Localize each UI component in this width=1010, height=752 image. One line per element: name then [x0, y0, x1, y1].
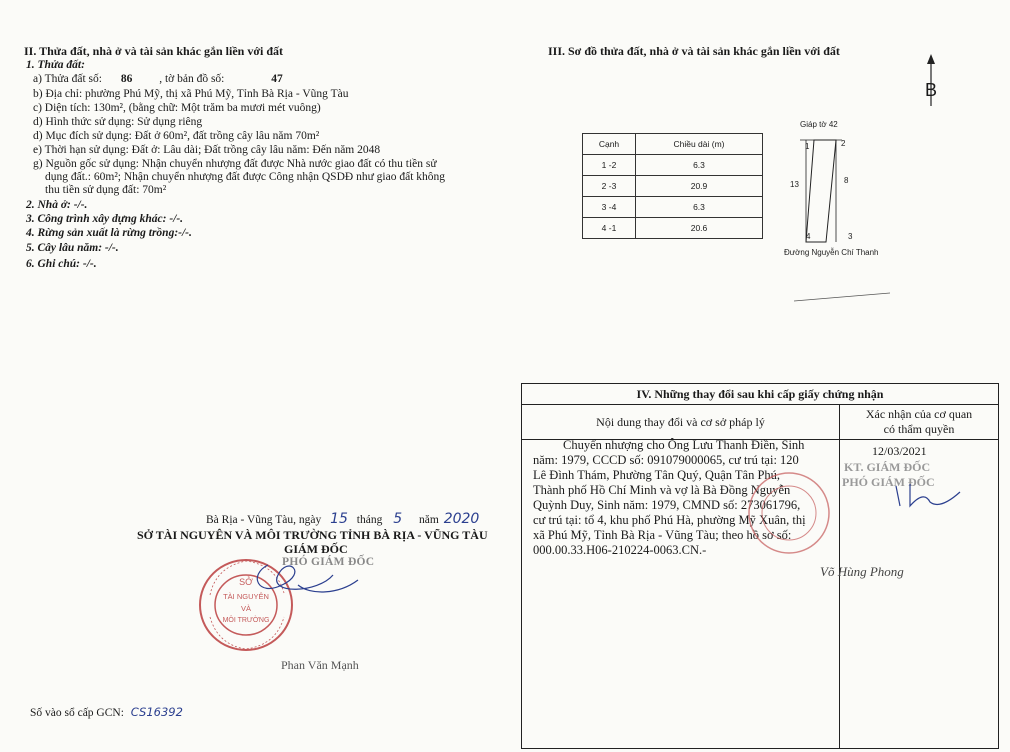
issue-month-label: tháng [356, 514, 383, 526]
edge-cell: 1 -2 [583, 155, 636, 176]
issue-day: 15 [330, 511, 348, 527]
content-line: xã Phú Mỹ, Tỉnh Bà Rịa - Vũng Tàu; theo hồ sơ số: [533, 528, 792, 542]
length-cell: 20.6 [636, 218, 763, 239]
corner-1: 1 [805, 142, 810, 151]
address-row: b) Địa chỉ: phường Phú Mỹ, thị xã Phú Mỹ, Tỉnh Bà Rịa - Vũng Tàu [33, 88, 349, 100]
usage-term-row: e) Thời hạn sử dụng: Đất ở: Lâu dài; Đất trồng cây lâu năm: Đến năm 2048 [33, 144, 381, 156]
origin-row-1: g) Nguồn gốc sử dụng: Nhận chuyển nhượng đất được Nhà nước giao đất có thu tiền sử [33, 158, 437, 170]
registry-label: Số vào sổ cấp GCN: [30, 707, 124, 719]
registry-number: CS16392 [130, 705, 183, 719]
content-line: Quỳnh Duy, Sinh năm: 1979, CMND số: 273061796, [533, 498, 801, 512]
land-heading: 1. Thửa đất: [26, 59, 85, 71]
seal-small-icon [744, 468, 834, 558]
col1-header: Nội dung thay đổi và cơ sở pháp lý [596, 415, 765, 429]
parcel-label: a) Thửa đất số: [33, 73, 102, 85]
section-3-title: III. Sơ đồ thửa đất, nhà ở và tài sản khác gắn liền với đất [548, 44, 840, 58]
house-item: 2. Nhà ở: -/-. [26, 199, 88, 211]
road-label: Đường Nguyễn Chí Thanh [784, 248, 879, 257]
edge-header: Cạnh [583, 134, 636, 155]
note-item: 6. Ghi chú: -/-. [26, 258, 97, 270]
section-2-title: II. Thửa đất, nhà ở và tài sản khác gắn liền với đất [24, 44, 284, 58]
table-row [583, 197, 763, 218]
edge-cell: 3 -4 [583, 197, 636, 218]
length-cell: 6.3 [636, 197, 763, 218]
table-row [583, 176, 763, 197]
area-row: c) Diện tích: 130m², (bằng chữ: Một trăm ba mươi mét vuông) [33, 102, 321, 114]
content-line: Thành phố Hồ Chí Minh và vợ là Bà Đồng Nguyễn [533, 483, 791, 497]
content-line: Chuyển nhượng cho Ông Lưu Thanh Điền, Sinh [563, 438, 805, 452]
adjacent-label: Giáp tờ 42 [800, 120, 838, 129]
director-title: GIÁM ĐỐC [284, 542, 348, 556]
issue-place: Bà Rịa - Vũng Tàu, ngày [206, 514, 322, 526]
north-label: B [925, 80, 938, 100]
confirm-seal [744, 468, 834, 558]
construction-item: 3. Công trình xây dựng khác: -/-. [26, 213, 184, 225]
section-4-title: IV. Những thay đổi sau khi cấp giấy chứng nhận [522, 384, 998, 405]
corner-3: 3 [848, 232, 853, 241]
length-header: Chiều dài (m) [636, 134, 763, 155]
table-row [583, 218, 763, 239]
usage-purpose-row: d) Mục đích sử dụng: Đất ở 60m², đất trồng cây lâu năm 70m² [33, 130, 320, 142]
issuing-agency: SỞ TÀI NGUYÊN VÀ MÔI TRƯỜNG TỈNH BÀ RỊA - VŨNG TÀU [137, 528, 488, 542]
content-line: năm: 1979, CCCD số: 091079000065, cư trú tại: 120 [533, 453, 799, 467]
svg-text:MÔI TRƯỜNG: MÔI TRƯỜNG [222, 617, 270, 624]
issue-year-label: năm [419, 514, 439, 526]
deputy-director-title: PHÓ GIÁM ĐỐC [282, 556, 375, 568]
issue-month: 5 [393, 511, 403, 527]
issue-date [206, 513, 479, 527]
parcel-number: 86 [120, 73, 133, 85]
director-signature [238, 545, 378, 605]
col2-header-2: có thẩm quyền [883, 422, 955, 436]
corner-2: 2 [841, 139, 846, 148]
origin-row-2: dụng đất.: 60m²; Nhận chuyển nhượng đất được Công nhận QSDĐ như giao đất không [45, 171, 446, 183]
confirm-role-2: PHÓ GIÁM ĐỐC [842, 475, 935, 489]
confirm-role-1: KT. GIÁM ĐỐC [844, 460, 931, 474]
map-label: , tờ bản đồ số: [159, 73, 225, 85]
parcel-diagram [770, 115, 910, 305]
changes-box [521, 383, 999, 749]
svg-text:VÀ: VÀ [240, 604, 252, 613]
content-line: 000.00.33.H06-210224-0063.CN.- [533, 543, 707, 557]
registry-line [30, 706, 183, 720]
issue-year: 2020 [443, 511, 480, 527]
col2-header-1: Xác nhận của cơ quan [865, 407, 973, 421]
confirm-date: 12/03/2021 [872, 444, 927, 458]
content-line: cư trú tại: tổ 4, khu phố Phú Hà, phường Mỹ Xuân, thị [533, 513, 806, 527]
forest-item: 4. Rừng sản xuất là rừng trồng:-/-. [26, 227, 192, 239]
svg-text:SỞ: SỞ [239, 577, 253, 587]
edge-cell: 2 -3 [583, 176, 636, 197]
usage-form-row: d) Hình thức sử dụng: Sử dụng riêng [33, 116, 203, 128]
content-line: Lê Đình Thám, Phường Tân Quý, Quận Tân Phú, [533, 468, 781, 482]
corner-4: 4 [806, 232, 811, 241]
side-right-label: 8 [844, 176, 849, 185]
svg-text:TÀI NGUYÊN: TÀI NGUYÊN [223, 592, 269, 601]
length-cell: 6.3 [636, 155, 763, 176]
confirm-signature [890, 480, 970, 510]
map-number: 47 [271, 73, 283, 85]
signer-name: Phan Văn Mạnh [281, 658, 359, 672]
origin-row-3: thu tiền sử dụng đất: 70m² [45, 184, 167, 196]
length-cell: 20.9 [636, 176, 763, 197]
confirm-name: Võ Hùng Phong [820, 564, 904, 579]
edge-cell: 4 -1 [583, 218, 636, 239]
edge-length-table [582, 133, 763, 239]
perennial-item: 5. Cây lâu năm: -/-. [26, 242, 119, 254]
parcel-number-row [33, 73, 283, 85]
table-row [583, 155, 763, 176]
side-left-label: 13 [790, 180, 799, 189]
table-header-row [583, 134, 763, 155]
